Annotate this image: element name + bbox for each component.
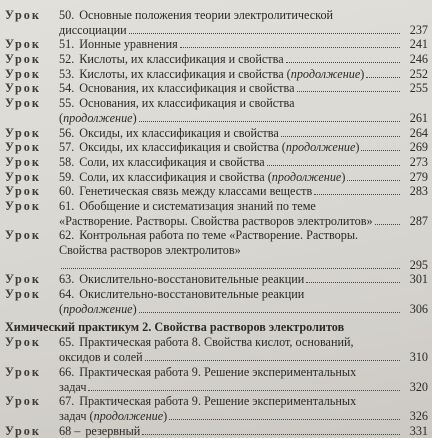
lesson-word: Урок (5, 8, 41, 22)
entry-title (79, 126, 279, 141)
toc-entry (0, 81, 432, 96)
lesson-word: Урок (5, 423, 41, 438)
toc-entry (0, 170, 432, 185)
toc-line (0, 170, 432, 185)
entry-title-text: Соли, их классификация и свойства ( (79, 169, 272, 184)
page-number: 255 (409, 81, 428, 96)
page-number: 331 (409, 423, 428, 438)
toc-line (0, 335, 432, 350)
entry-title (59, 111, 137, 126)
lesson-number: 54. (59, 81, 75, 96)
entry-title-text: Кислоты, их классификация и свойства ( (79, 66, 291, 81)
entry-title (79, 81, 294, 96)
dot-leader (297, 91, 401, 92)
toc-entry (0, 8, 432, 37)
closing-paren: ) (132, 110, 137, 125)
lesson-number: 64. (59, 287, 75, 302)
entry-title-text: Соли, их классификация и свойства (79, 154, 265, 169)
entry-title-text: ( (59, 301, 64, 316)
continuation-note: продолжение (271, 169, 342, 184)
page-number: 269 (409, 140, 428, 155)
entry-title (59, 302, 137, 317)
lesson-word: Урок (5, 52, 41, 67)
entry-title: Свойства растворов электролитов» (59, 243, 241, 257)
continuation-note: продолжение (63, 110, 133, 125)
lesson-word: Урок (5, 184, 41, 199)
closing-paren: ) (355, 140, 360, 155)
toc-line (0, 380, 432, 395)
toc-entry (0, 155, 432, 170)
lesson-number: 65. (59, 335, 75, 350)
entry-title-text: «Растворение. Растворы. Свойства растворов электролитов» (59, 213, 373, 228)
toc-entry (0, 52, 432, 67)
dot-leader (375, 224, 400, 225)
lesson-word: Урок (5, 272, 41, 287)
lesson-number: 66. (59, 364, 75, 379)
toc-line (0, 409, 432, 424)
entry-title-text: Генетическая связь между классами веществ (79, 184, 313, 199)
dot-leader (361, 150, 400, 151)
lesson-number: 59. (59, 169, 75, 184)
continuation-note: продолжение (285, 140, 356, 155)
toc-line (0, 23, 432, 38)
continuation-note: продолжение (290, 66, 361, 81)
toc-line (0, 243, 432, 258)
entry-title (79, 155, 264, 170)
lesson-word: Урок (5, 37, 41, 52)
dot-leader (281, 136, 400, 137)
entry-title-text: резервный (85, 423, 141, 438)
toc-line (0, 424, 432, 438)
dot-leader (139, 121, 400, 122)
toc-line (0, 111, 432, 126)
entry-title-text: задач (59, 379, 87, 394)
page-number: 252 (409, 66, 428, 81)
entry-title (79, 67, 364, 82)
lesson-word: Урок (5, 154, 41, 169)
toc-entry (0, 126, 432, 141)
entry-title-text: задач ( (59, 408, 94, 423)
lesson-number: 51. (59, 37, 75, 52)
lesson-number: 61. (59, 198, 75, 213)
lesson-number: 57. (59, 140, 75, 155)
toc-line (0, 287, 432, 302)
entry-title-text: диссоциации (59, 22, 127, 37)
lesson-word: Урок (5, 81, 41, 96)
page-number: 273 (409, 154, 428, 169)
lesson-number: 55. (59, 96, 75, 111)
closing-paren: ) (163, 408, 168, 423)
lesson-word: Урок (5, 364, 41, 379)
entry-title-text: Ионные уравнения (79, 37, 178, 52)
entry-title-text: Оксиды, их классификация и свойства (79, 125, 279, 140)
lesson-word: Урок (5, 394, 41, 409)
closing-paren: ) (360, 66, 365, 81)
toc-entry (0, 67, 432, 82)
page-number: 326 (409, 408, 428, 423)
toc-entry (0, 96, 432, 125)
toc-entry (0, 335, 432, 364)
lesson-number: 50. (59, 8, 75, 22)
page-number: 295 (409, 257, 428, 272)
page-number: 306 (409, 301, 428, 316)
lesson-word: Урок (5, 140, 41, 155)
dot-leader (139, 312, 400, 313)
lesson-number: 68 – (59, 423, 81, 438)
entry-title-text: Оксиды, их классификация и свойства ( (79, 140, 286, 155)
dot-leader (129, 33, 400, 34)
toc-line (0, 81, 432, 96)
toc-entry (0, 37, 432, 52)
entry-title: Практическая работа 9. Решение экспериментальных (79, 364, 357, 379)
entry-title: Основания, их классификация и свойства (79, 96, 295, 111)
page-number: 264 (409, 125, 428, 140)
entry-title (79, 140, 359, 155)
entry-title: Практическая работа 8. Свойства кислот, оснований, (79, 335, 354, 350)
continuation-note: продолжение (93, 408, 164, 423)
entry-title (79, 37, 178, 52)
entry-title-text: Основания, их классификация и свойства (79, 81, 295, 96)
toc-line (0, 67, 432, 82)
entry-title: Обобщение и систематизация знаний по теме (79, 198, 316, 213)
entry-title (79, 272, 304, 287)
dot-leader (88, 390, 400, 391)
entry-title (59, 350, 143, 365)
toc-line (0, 272, 432, 287)
entry-title (59, 214, 373, 229)
toc-line (0, 199, 432, 214)
dot-leader (306, 282, 400, 283)
closing-paren: ) (132, 301, 137, 316)
toc-entry (0, 228, 432, 272)
lesson-number: 52. (59, 52, 75, 67)
dot-leader (180, 47, 400, 48)
lesson-number: 62. (59, 228, 75, 243)
page-number: 241 (409, 37, 428, 52)
page-number: 287 (409, 213, 428, 228)
toc-entry (0, 287, 432, 316)
toc-entry (0, 184, 432, 199)
lesson-number: 67. (59, 394, 75, 409)
practicum-list (0, 335, 432, 438)
entry-title (85, 424, 140, 438)
toc-line (0, 126, 432, 141)
toc-entry (0, 140, 432, 155)
toc-line (0, 214, 432, 229)
entry-title: Контрольная работа по теме «Растворение. Растворы. (79, 228, 359, 243)
page-number: 279 (409, 169, 428, 184)
lesson-number: 58. (59, 154, 75, 169)
entry-title-text: Окислительно-восстановительные реакции (79, 272, 305, 287)
dot-leader (61, 268, 400, 269)
page-number: 246 (409, 52, 428, 67)
dot-leader (347, 180, 400, 181)
dot-leader (267, 165, 400, 166)
page-number: 301 (409, 272, 428, 287)
dot-leader (142, 434, 400, 435)
toc-line (0, 228, 432, 243)
page-number: 261 (409, 110, 428, 125)
lesson-word: Урок (5, 228, 41, 243)
entry-title (79, 184, 312, 199)
lesson-number: 60. (59, 184, 75, 199)
lesson-word: Урок (5, 335, 41, 350)
entry-title: Основные положения теории электролитической (79, 8, 334, 22)
entry-title: Практическая работа 9. Решение экспериментальных (79, 394, 357, 409)
dot-leader (169, 419, 400, 420)
toc-line (0, 258, 432, 273)
toc-line (0, 96, 432, 111)
toc-entry (0, 424, 432, 438)
lesson-word: Урок (5, 125, 41, 140)
toc-entry (0, 394, 432, 423)
toc-line (0, 365, 432, 380)
entry-title-text: оксидов и солей (59, 350, 143, 365)
toc-line (0, 184, 432, 199)
page-number: 283 (409, 184, 428, 199)
page-number: 310 (409, 350, 428, 365)
dot-leader (314, 194, 400, 195)
lesson-word: Урок (5, 96, 41, 111)
closing-paren: ) (341, 169, 346, 184)
dot-leader (366, 77, 400, 78)
toc-line (0, 155, 432, 170)
lesson-word: Урок (5, 198, 41, 213)
entry-title-text: Кислоты, их классификация и свойства (79, 52, 284, 67)
lesson-number: 63. (59, 272, 75, 287)
continuation-note: продолжение (63, 301, 133, 316)
lesson-number: 56. (59, 125, 75, 140)
dot-leader (286, 62, 400, 63)
toc-line (0, 140, 432, 155)
lesson-word: Урок (5, 169, 41, 184)
entry-title (59, 23, 127, 38)
page-number: 320 (409, 379, 428, 394)
section-title: Химический практикум 2. Свойства растворов электролитов (5, 320, 345, 335)
toc-line (0, 8, 432, 23)
dot-leader (145, 360, 400, 361)
lessons-list (0, 8, 432, 316)
entry-title (79, 170, 345, 185)
toc-line (0, 350, 432, 365)
toc-line (0, 37, 432, 52)
toc-entry (0, 199, 432, 228)
toc-line (0, 302, 432, 317)
lesson-number: 53. (59, 66, 75, 81)
page-number: 237 (409, 22, 428, 37)
toc-line (0, 52, 432, 67)
lesson-word: Урок (5, 66, 41, 81)
entry-title (59, 380, 86, 395)
lesson-word: Урок (5, 287, 41, 302)
toc-entry (0, 365, 432, 394)
entry-title-text: ( (59, 110, 64, 125)
toc-line (0, 394, 432, 409)
entry-title (59, 409, 167, 424)
toc-entry (0, 272, 432, 287)
entry-title (79, 52, 283, 67)
entry-title: Окислительно-восстановительные реакции (79, 287, 305, 302)
